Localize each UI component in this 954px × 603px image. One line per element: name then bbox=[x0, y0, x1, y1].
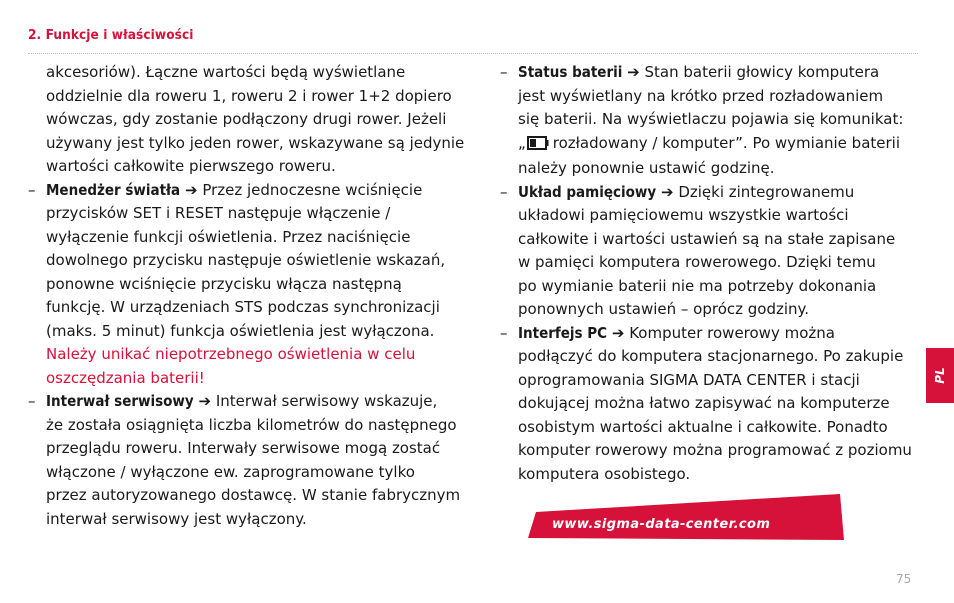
light-manager-line: wyłączenie funkcji oświetlenia. Przez naciśnięcie bbox=[46, 227, 411, 246]
list-dash: – bbox=[28, 180, 36, 199]
list-dash: – bbox=[28, 392, 36, 410]
memory-line: w pamięci komputera rowerowego. Dzięki temu bbox=[518, 253, 876, 271]
pc-interface-line: Komputer rowerowy można bbox=[629, 323, 835, 342]
list-dash: – bbox=[500, 323, 508, 342]
memory-line: układowi pamięciowemu wszystkie wartości bbox=[518, 206, 849, 224]
service-interval-line: Interwał serwisowy wskazuje, bbox=[215, 392, 438, 410]
arrow-right-icon: ➔ bbox=[660, 182, 674, 201]
arrow-right-icon: ➔ bbox=[184, 180, 198, 199]
promo-banner[interactable] bbox=[528, 494, 846, 540]
pc-interface-line: osobistym wartości aktualne i całkowite. Ponadto bbox=[518, 417, 888, 436]
battery-low-icon bbox=[527, 134, 549, 158]
right-column bbox=[500, 61, 920, 486]
memory-line: całkowite i wartości ustawień są na stałe zapisane bbox=[518, 229, 896, 248]
arrow-right-icon: ➔ bbox=[611, 323, 625, 342]
header-divider bbox=[28, 53, 918, 54]
language-tab bbox=[926, 348, 954, 403]
battery-status-line: się baterii. Na wyświetlaczu pojawia się komunikat: bbox=[518, 110, 904, 128]
service-interval-line: przeglądu roweru. Interwały serwisowe mogą zostać bbox=[46, 439, 441, 457]
light-manager-term: Menedżer światła bbox=[46, 180, 181, 199]
pc-interface-item bbox=[500, 322, 920, 487]
battery-status-line: należy ponownie ustawić godzinę. bbox=[518, 159, 775, 177]
light-warning-line: oszczędzania baterii! bbox=[46, 368, 205, 387]
service-interval-term: Interwał serwisowy bbox=[46, 392, 194, 410]
promo-url[interactable]: www.sigma-data-center.com bbox=[552, 517, 771, 532]
battery-status-term: Status baterii bbox=[518, 63, 623, 81]
service-interval-line: przez autoryzowanego dostawcę. W stanie fabrycznym bbox=[46, 486, 461, 504]
page-number: 75 bbox=[896, 572, 912, 586]
light-manager-line: ponowne wciśnięcie przycisku włącza następną bbox=[46, 274, 402, 293]
intro-line: wartości całkowite pierwszego roweru. bbox=[46, 157, 336, 175]
intro-line: używany jest tylko jeden rower, wskazywane są jedynie bbox=[46, 133, 465, 152]
pc-interface-line: komputera osobistego. bbox=[518, 464, 691, 483]
memory-line: ponownych ustawień – oprócz godziny. bbox=[518, 300, 810, 318]
light-manager-line: Przez jednoczesne wciśnięcie bbox=[202, 180, 423, 199]
intro-line: oddzielnie dla roweru 1, roweru 2 i rower 1+2 dopiero bbox=[46, 86, 452, 105]
memory-item bbox=[500, 181, 920, 322]
opening-quote: „ bbox=[518, 133, 526, 152]
language-label: PL bbox=[933, 367, 947, 384]
memory-term: Układ pamięciowy bbox=[518, 182, 657, 201]
pc-interface-term: Interfejs PC bbox=[518, 323, 608, 342]
light-manager-line: (maks. 5 minut) funkcja oświetlenia jest wyłączona. bbox=[46, 321, 435, 340]
light-manager-item bbox=[28, 179, 473, 391]
light-manager-line: funkcję. W urządzeniach STS podczas synchronizacji bbox=[46, 298, 440, 316]
battery-status-line: jest wyświetlany na krótko przed rozładowaniem bbox=[518, 86, 884, 105]
pc-interface-line: oprogramowania SIGMA DATA CENTER i stacji bbox=[518, 370, 860, 389]
list-dash: – bbox=[500, 63, 508, 81]
pc-interface-line: dokującej można łatwo zapisywać na komputerze bbox=[518, 394, 890, 412]
intro-paragraph bbox=[28, 61, 473, 179]
service-interval-line: interwał serwisowy jest wyłączony. bbox=[46, 509, 307, 528]
service-interval-item bbox=[28, 390, 473, 531]
memory-line: po wymianie baterii nie ma potrzeby dokonania bbox=[518, 276, 877, 295]
list-dash: – bbox=[500, 182, 508, 201]
arrow-right-icon: ➔ bbox=[627, 63, 640, 81]
intro-line: wówczas, gdy zostanie podłączony drugi rower. Jeżeli bbox=[46, 110, 447, 128]
arrow-right-icon: ➔ bbox=[198, 392, 212, 410]
pc-interface-line: komputer rowerowy można programować z poziomu bbox=[518, 441, 912, 459]
service-interval-line: że została osiągnięta liczba kilometrów do następnego bbox=[46, 415, 457, 434]
battery-status-line: Stan baterii głowicy komputera bbox=[644, 63, 880, 81]
light-warning-line: Należy unikać niepotrzebnego oświetlenia w celu bbox=[46, 345, 416, 363]
left-column bbox=[28, 61, 473, 531]
battery-status-item bbox=[500, 61, 920, 181]
battery-message-line: rozładowany / komputer”. Po wymianie baterii bbox=[552, 133, 901, 152]
light-manager-line: dowolnego przycisku następuje oświetlenie wskazań, bbox=[46, 251, 446, 269]
intro-line: akcesoriów). Łączne wartości będą wyświetlane bbox=[46, 63, 406, 81]
pc-interface-line: podłączyć do komputera stacjonarnego. Po zakupie bbox=[518, 347, 904, 365]
light-manager-line: przycisków SET i RESET następuje włączenie / bbox=[46, 204, 391, 222]
memory-line: Dzięki zintegrowanemu bbox=[678, 182, 855, 201]
section-title: 2. Funkcje i właściwości bbox=[28, 27, 194, 43]
service-interval-line: włączone / wyłączone ew. zaprogramowane tylko bbox=[46, 462, 415, 481]
